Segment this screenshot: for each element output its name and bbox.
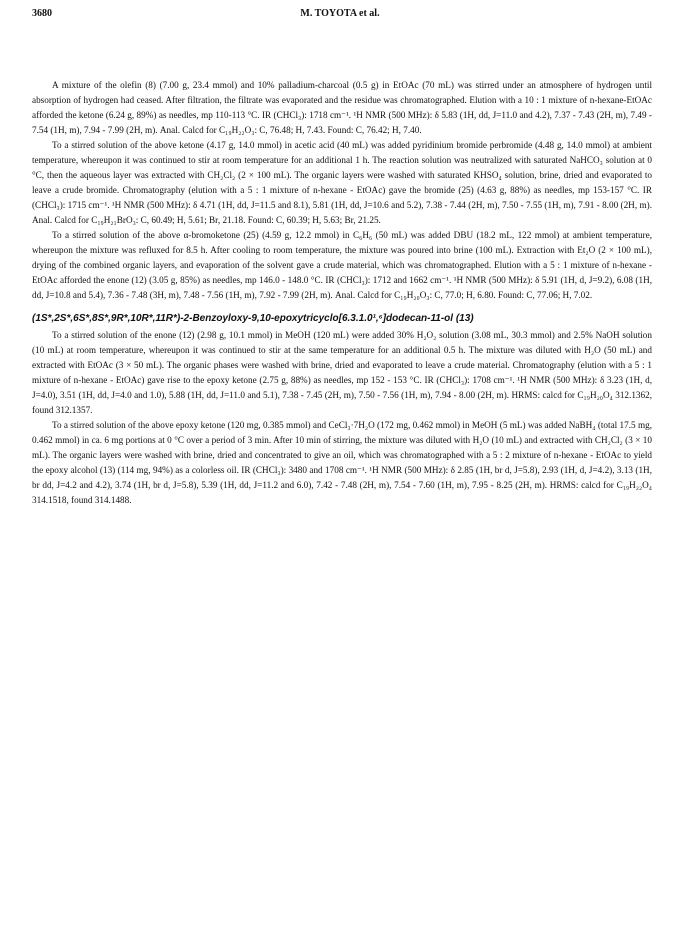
paragraph-hydrogenation: A mixture of the olefin (8) (7.00 g, 23.4 mmol) and 10% palladium-charcoal (0.5 g) in EtOAc (70 mL) was stirred under an atmosphere of hydrogen until absorption of hydrogen had ceased. After filtration, the filtrate was evaporated and the residue was chromatographed. Elution with a 10 : 1 mixture of n-hexane-EtOAc afforded the ketone (6.24 g, 89%) as needles, mp 110-113 °C. IR (CHCl₃): 1718 cm⁻¹. ¹H NMR (500 MHz): δ 5.83 (1H, dd, J=11.0 and 4.2), 7.37 - 7.43 (2H, m), 7.49 - 7.54 (1H, m), 7.94 - 7.99 (2H, m). Anal. Calcd for C₁₉H₂₂O₃: C, 76.48; H, 7.43. Found: C, 76.42; H, 7.40. (32, 80, 652, 135)
running-head: M. TOYOTA et al. (300, 8, 380, 19)
paragraph-bromination: To a stirred solution of the above ketone (4.17 g, 14.0 mmol) in acetic acid (40 mL) was added pyridinium bromide perbromide (4.48 g, 14.0 mmol) at ambient temperature, whereupon it was continued to stir at room temperature for an additional 1 h. The reaction solution was neutralized with saturated NaHCO₃ solution at 0 °C, then the aqueous layer was extracted with CH₂Cl₂ (2 × 100 mL). The organic layers were washed with saturated KHSO₄ solution, brine, dried and evaporated to leave a crude bromide. Chromatography (elution with a 5 : 1 mixture of n-hexane - EtOAc) gave the bromide (25) (4.63 g, 88%) as needles, mp 153-157 °C. IR (CHCl₃): 1715 cm⁻¹. ¹H NMR (500 MHz): δ 4.71 (1H, dd, J=11.5 and 8.1), 5.81 (1H, dd, J=10.6 and 5.2), 7.38 - 7.44 (2H, m), 7.50 - 7.55 (1H, m), 7.91 - 8.00 (2H, m). Anal. Calcd for C₁₉H₂₁BrO₃: C, 60.49; H, 5.61; Br, 21.18. Found: C, 60.39; H, 5.63; Br, 21.25. (32, 140, 652, 225)
paragraph-elimination: To a stirred solution of the above α-bromoketone (25) (4.59 g, 12.2 mmol) in C₆H₆ (50 mL) was added DBU (18.2 mL, 122 mmol) at ambient temperature, whereupon the mixture was refluxed for 8.5 h. After cooling to room temperature, the mixture was poured into brine (100 mL). Extraction with Et₂O (2 × 100 mL), drying of the combined organic layers, and evaporation of the solvent gave a crude material, which was chromatographed. Elution with a 5 : 1 mixture of n-hexane - EtOAc afforded the enone (12) (3.05 g, 85%) as needles, mp 146.0 - 148.0 °C. IR (CHCl₃): 1712 and 1662 cm⁻¹. ¹H NMR (500 MHz): δ 5.91 (1H, d, J=9.2), 6.08 (1H, dd, J=10.8 and 5.4), 7.36 - 7.48 (3H, m), 7.48 - 7.56 (1H, m), 7.92 - 7.99 (2H, m). Anal. Calcd for C₁₉H₂₀O₃: C, 77.0; H, 6.80. Found: C, 77.06; H, 7.02. (32, 230, 652, 300)
article-body (32, 78, 652, 508)
paragraph-reduction: To a stirred solution of the above epoxy ketone (120 mg, 0.385 mmol) and CeCl₃·7H₂O (172 mg, 0.462 mmol) in MeOH (5 mL) was added NaBH₄ (total 17.5 mg, 0.462 mmol) in ca. 6 mg portions at 0 °C over a period of 3 min. After 10 min of stirring, the mixture was diluted with H₂O (10 mL) and extracted with CH₂Cl₂ (3 × 10 mL). The organic layers were washed with brine, dried and concentrated to give an oil, which was chromatographed with a 5 : 2 mixture of n-hexane - EtOAc to yield the epoxy alcohol (13) (114 mg, 94%) as a colorless oil. IR (CHCl₃): 3480 and 1708 cm⁻¹. ¹H NMR (500 MHz): δ 2.85 (1H, br d, J=5.8), 2.93 (1H, d, J=4.2), 3.13 (1H, br dd, J=4.2 and 4.2), 3.74 (1H, br d, J=5.8), 5.39 (1H, dd, J=11.2 and 6.0), 7.42 - 7.48 (2H, m), 7.54 - 7.60 (1H, m), 7.95 - 8.25 (2H, m). HRMS: calcd for C₁₉H₂₂O₄ 314.1518, found 314.1488. (32, 420, 652, 505)
paragraph-epoxidation: To a stirred solution of the enone (12) (2.98 g, 10.1 mmol) in MeOH (120 mL) were added 30% H₂O₂ solution (3.08 mL, 30.3 mmol) and 2.5% NaOH solution (10 mL) at room temperature, whereupon it was continued to stir at the same temperature for an additional 0.5 h. The mixture was diluted with H₂O (50 mL) and extracted with EtOAc (3 × 50 mL). The organic phases were washed with brine, dried and evaporated to leave a crude material. Chromatography (elution with a 5 : 1 mixture of n-hexane - EtOAc) gave rise to the epoxy ketone (2.75 g, 88%) as needles, mp 152 - 153 °C. IR (CHCl₃): 1708 cm⁻¹. ¹H NMR (500 MHz): δ 3.23 (1H, d, J=4.0), 3.51 (1H, dd, J=4.0 and 1.0), 5.88 (1H, dd, J=11.0 and 5.1), 7.38 - 7.45 (2H, m), 7.50 - 7.56 (1H, m), 7.94 - 8.00 (2H, m). HRMS: calcd for C₁₉H₂₀O₄ 312.1362, found 312.1357. (32, 330, 652, 415)
page-header (32, 8, 648, 24)
section-heading: (1S*,2S*,6S*,8S*,9R*,10R*,11R*)-2-Benzoyloxy-9,10-epoxytricyclo[6.3.1.0¹,⁶]dodecan-11-ol (13) (32, 313, 474, 324)
page-number: 3680 (32, 8, 52, 19)
